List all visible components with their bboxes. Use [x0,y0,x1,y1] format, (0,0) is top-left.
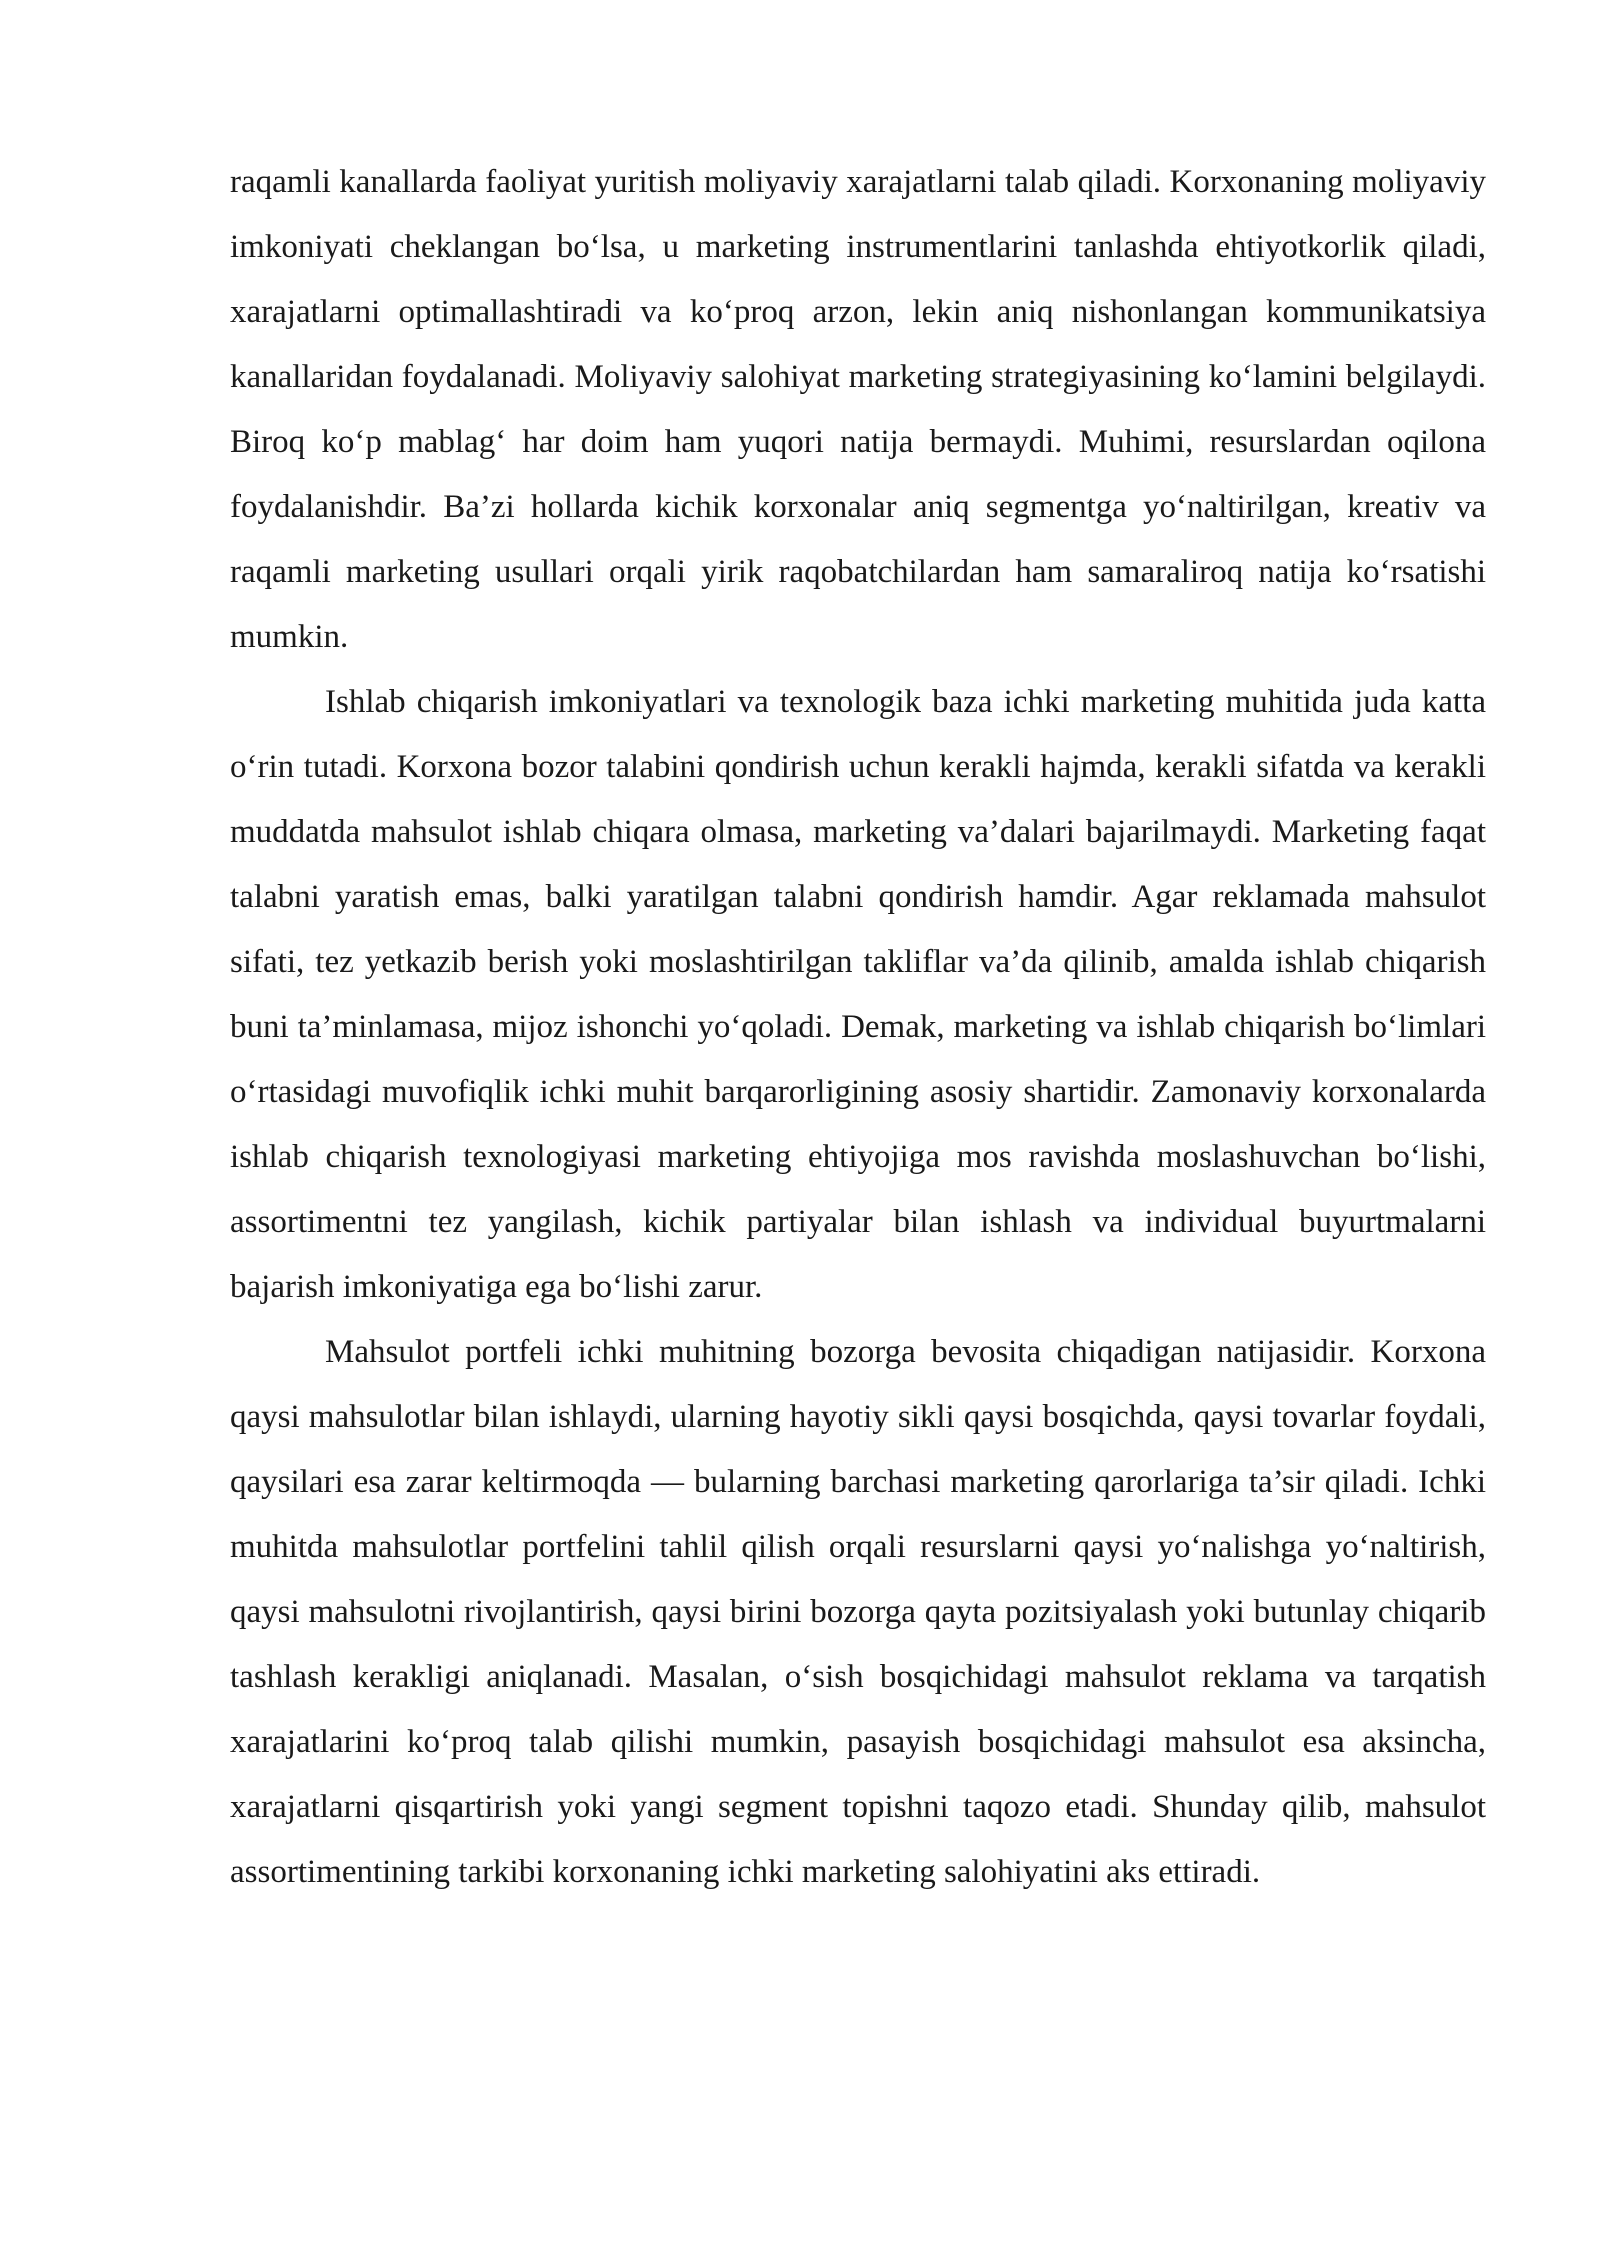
paragraph-product-portfolio: Mahsulot portfeli ichki muhitning bozorga bevosita chiqadigan natijasidir. Korxona qaysi mahsulotlar bilan ishlaydi, ularning hayotiy sikli qaysi bosqichda, qaysi tovarlar foydali, qaysilari esa zarar keltirmoqda — bularning barchasi marketing qarorlariga ta’sir qiladi. Ichki muhitda mahsulotlar portfelini tahlil qilish orqali resurslarni qaysi yo‘nalishga yo‘naltirish, qaysi mahsulotni rivojlantirish, qaysi birini bozorga qayta pozitsiyalash yoki butunlay chiqarib tashlash kerakligi aniqlanadi. Masalan, o‘sish bosqichidagi mahsulot reklama va tarqatish xarajatlarini ko‘proq talab qilishi mumkin, pasayish bosqichidagi mahsulot esa aksincha, xarajatlarni qisqartirish yoki yangi segment topishni taqozo etadi. Shunday qilib, mahsulot assortimentining tarkibi korxonaning ichki marketing salohiyatini aks ettiradi. [230,1334,1486,1890]
paragraph-production-capabilities: Ishlab chiqarish imkoniyatlari va texnologik baza ichki marketing muhitida juda katta o‘rin tutadi. Korxona bozor talabini qondirish uchun kerakli hajmda, kerakli sifatda va kerakli muddatda mahsulot ishlab chiqara olmasa, marketing va’dalari bajarilmaydi. Marketing faqat talabni yaratish emas, balki yaratilgan talabni qondirish hamdir. Agar reklamada mahsulot sifati, tez yetkazib berish yoki moslashtirilgan takliflar va’da qilinib, amalda ishlab chiqarish buni ta’minlamasa, mijoz ishonchi yo‘qoladi. Demak, marketing va ishlab chiqarish bo‘limlari o‘rtasidagi muvofiqlik ichki muhit barqarorligining asosiy shartidir. Zamonaviy korxonalarda ishlab chiqarish texnologiyasi marketing ehtiyojiga mos ravishda moslashuvchan bo‘lishi, assortimentni tez yangilash, kichik partiyalar bilan ishlash va individual buyurtmalarni bajarish imkoniyatiga ega bo‘lishi zarur. [230,684,1486,1305]
paragraph-continuation: raqamli kanallarda faoliyat yuritish moliyaviy xarajatlarni talab qiladi. Korxonaning moliyaviy imkoniyati cheklangan bo‘lsa, u marketing instrumentlarini tanlashda ehtiyotkorlik qiladi, xarajatlarni optimallashtiradi va ko‘proq arzon, lekin aniq nishonlangan kommunikatsiya kanallaridan foydalanadi. Moliyaviy salohiyat marketing strategiyasining ko‘lamini belgilaydi. Biroq ko‘p mablag‘ har doim ham yuqori natija bermaydi. Muhimi, resurslardan oqilona foydalanishdir. Ba’zi hollarda kichik korxonalar aniq segmentga yo‘naltirilgan, kreativ va raqamli marketing usullari orqali yirik raqobatchilardan ham samaraliroq natija ko‘rsatishi mumkin. [230,164,1486,655]
document-body [230,150,1486,1905]
